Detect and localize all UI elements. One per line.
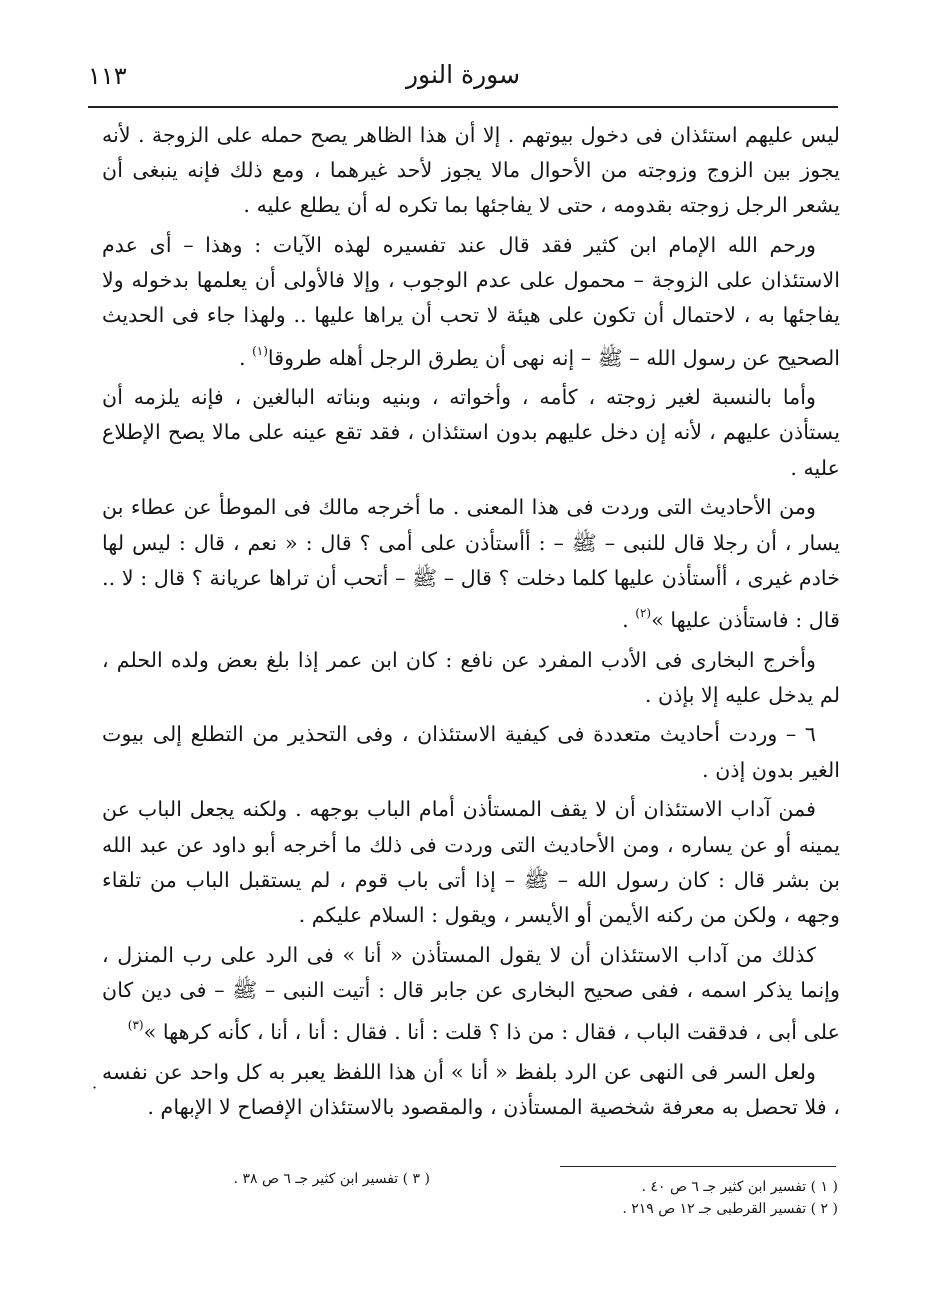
paragraph-3: وأما بالنسبة لغير زوجته ، كأمه ، وأخواته ، وبنيه وبناته البالغين ، فإنه يلزمه أن يستأذن عليهم ، لأنه إن دخل عليهم بدون استئذان ، فقد تقع عينه على مالا يصح الإطلاع عليه .: [102, 385, 840, 480]
footnote-3: ( ٣ ) تفسير ابن كثير جـ ٦ ص ٣٨ .: [233, 1171, 430, 1187]
paragraph-7: فمن آداب الاستئذان أن لا يقف المستأذن أمام الباب بوجهه . ولكنه يجعل الباب عن يمينه أو عن يساره ، ومن الأحاديث التى وردت فى ذلك ما أخرجه أبو داود عن عبد الله بن بشر قال : كان رسول الله – ﷺ – إذا أتى باب قوم ، لم يستقبل الباب من تلقاء وجهه ، ولكن من ركنه الأيمن أو الأيسر ، ويقول : السلام عليكم .: [102, 797, 840, 927]
paragraph-6: ٦ – وردت أحاديث متعددة فى كيفية الاستئذان ، وفى التحذير من التطلع إلى بيوت الغير بدون إذن .: [102, 722, 840, 782]
paragraph-8: كذلك من آداب الاستئذان أن لا يقول المستأذن « أنا » فى الرد على رب المنزل ، وإنما يذكر اسمه ، ففى صحيح البخارى عن جابر قال : أتيت النبى – ﷺ – فى دين كان على أبى ، فدققت الباب ، فقال : من ذا ؟ قلت : أنا . فقال : أنا ، أنا ، كأنه كرهها »$^{(٣)}$: [102, 942, 840, 1044]
ink-dot: ·: [92, 1078, 98, 1097]
surah-title: سورة النور: [405, 60, 521, 89]
footnote-ref-1: (١): [252, 343, 268, 358]
body-text: [102, 118, 840, 1163]
footnotes-right: [520, 1176, 838, 1220]
paragraph-5: وأخرج البخارى فى الأدب المفرد عن نافع : كان ابن عمر إذا بلغ بعض ولده الحلم ، لم يدخل عليه إلا بإذن .: [102, 647, 840, 707]
paragraph-2: ورحم الله الإمام ابن كثير فقد قال عند تفسيره لهذه الآيات : وهذا – أى عدم الاستئذان على الزوجة – محمول على عدم الوجوب ، وإلا فالأولى أن يعلمها بدخوله ولا يفاجئها به ، لاحتمال أن تكون على هيئة لا تحب أن يراها عليها .. ولهذا جاء فى الحديث الصحيح عن رسول الله – ﷺ – إنه نهى أن يطرق الرجل أهله طروقا$^{(١)}$ .: [102, 233, 840, 370]
paragraph-1: ليس عليهم استئذان فى دخول بيوتهم . إلا أن هذا الظاهر يصح حمله على الزوجة . لأنه يجوز بين الزوج وزوجته من الأحوال مالا يجوز لأحد غيرهما ، ومع ذلك فإنه ينبغى أن يشعر الرجل زوجته بقدومه ، حتى لا يفاجئها بما تكره له أن يطلع عليه .: [102, 123, 840, 218]
header-rule: [88, 106, 838, 108]
footnote-rule: [560, 1166, 836, 1167]
paragraph-9: ولعل السر فى النهى عن الرد بلفظ « أنا » أن هذا اللفظ يعبر به كل واحد عن نفسه ، فلا تحصل به معرفة شخصية المستأذن ، والمقصود بالاستئذان الإفصاح لا الإبهام .: [102, 1059, 840, 1119]
footnotes-left: [130, 1168, 430, 1190]
paragraph-4: ومن الأحاديث التى وردت فى هذا المعنى . ما أخرجه مالك فى الموطأ عن عطاء بن يسار ، أن رجلا قال للنبى – ﷺ – : أأستأذن على أمى ؟ قال : « نعم ، قال : ليس لها خادم غيرى ، أأستأذن عليها كلما دخلت ؟ قال – ﷺ – أتحب أن تراها عريانة ؟ قال : لا .. قال : فاستأذن عليها »$^{(٢)}$ .: [102, 495, 840, 632]
page-number: ١١٣: [88, 62, 127, 90]
page-header: [88, 60, 838, 100]
footnote-1: ( ١ ) تفسير ابن كثير جـ ٦ ص ٤٠ .: [641, 1179, 838, 1195]
footnote-ref-2: (٢): [635, 605, 652, 620]
footnote-2: ( ٢ ) تفسير القرطبى جـ ١٢ ص ٢١٩ .: [622, 1201, 838, 1217]
footnote-ref-3: (٣): [127, 1017, 144, 1032]
